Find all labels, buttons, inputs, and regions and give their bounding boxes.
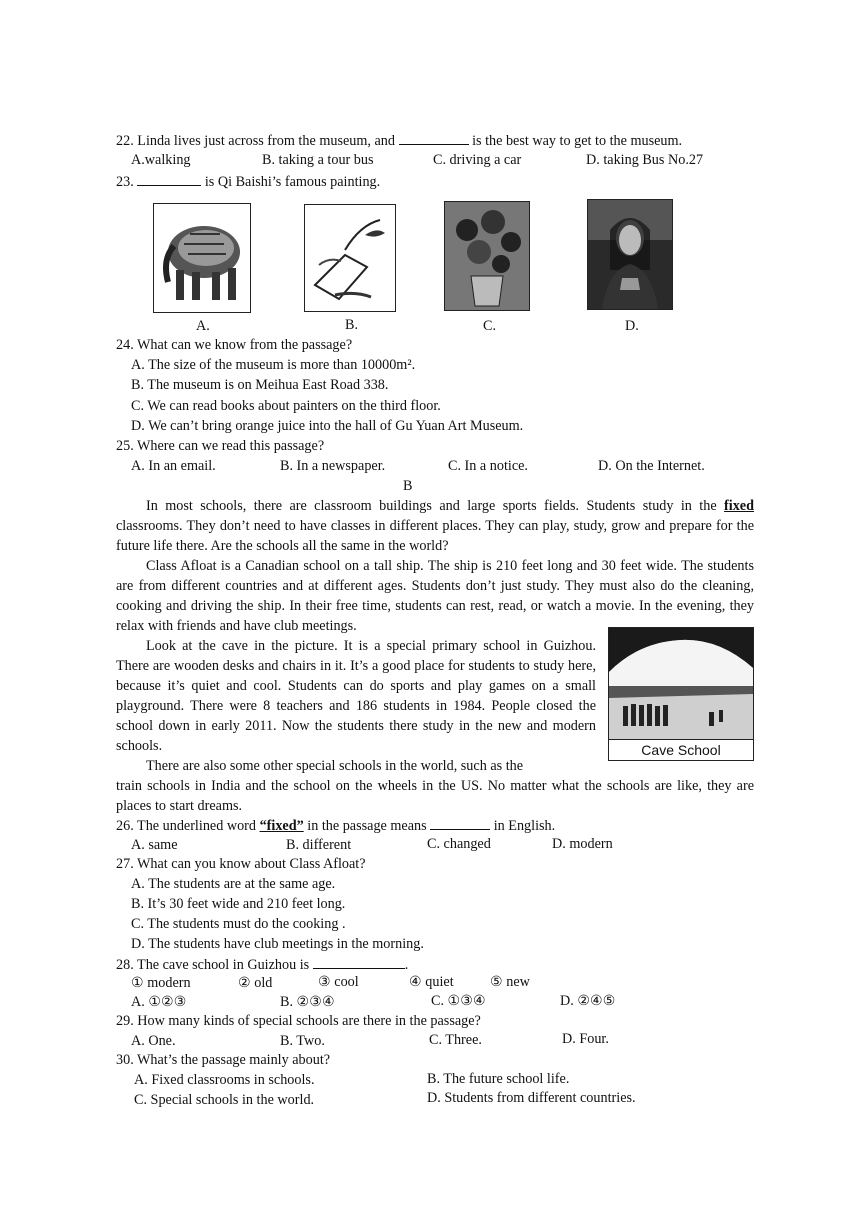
q26-option-a[interactable]: A. same bbox=[131, 837, 178, 853]
q24-stem: 24. What can we know from the passage? bbox=[116, 337, 353, 353]
painting-mona-lisa-picture[interactable] bbox=[587, 199, 673, 310]
q28-stem-start: 28. The cave school in Guizhou is bbox=[116, 957, 310, 973]
q29-stem: 29. How many kinds of special schools are there in the passage? bbox=[116, 1013, 481, 1029]
q23-label-b[interactable]: B. bbox=[345, 317, 359, 333]
q26-option-d[interactable]: D. modern bbox=[552, 836, 613, 852]
q23-label-c[interactable]: C. bbox=[483, 318, 497, 334]
passage-p4-rest: train schools in India and the school on the wheels in the US. No matter what the schools are like, they are places to start dreams. bbox=[116, 778, 754, 814]
q25-stem: 25. Where can we read this passage? bbox=[116, 438, 325, 454]
q22-option-b[interactable]: B. taking a tour bus bbox=[262, 152, 374, 168]
q22-option-a[interactable]: A.walking bbox=[131, 152, 191, 168]
painting-sunflowers-picture[interactable] bbox=[444, 201, 530, 311]
passage-paragraph-1 bbox=[116, 496, 754, 556]
q29-option-a[interactable]: A. One. bbox=[131, 1033, 176, 1049]
passage-p1-rest: classrooms. They don’t need to have classes in different places. They can play, study, grow and prepare for the future life there. Are the schools all the same in the world? bbox=[116, 518, 754, 554]
cave-school-picture[interactable] bbox=[608, 627, 754, 761]
q22-option-d[interactable]: D. taking Bus No.27 bbox=[586, 152, 704, 168]
q28-option-a[interactable]: A. ①②③ bbox=[131, 994, 187, 1010]
q29-option-d[interactable]: D. Four. bbox=[562, 1031, 609, 1047]
q23-number: 23. bbox=[116, 174, 134, 190]
q24-option-d[interactable]: D. We can’t bring orange juice into the hall of Gu Yuan Art Museum. bbox=[131, 418, 524, 434]
q25-option-b[interactable]: B. In a newspaper. bbox=[280, 458, 386, 474]
q23-label-a[interactable]: A. bbox=[196, 318, 210, 334]
cave-school-caption: Cave School bbox=[609, 739, 753, 760]
q29-option-b[interactable]: B. Two. bbox=[280, 1033, 325, 1049]
q28-item-2: ② old bbox=[238, 975, 273, 991]
underlined-word-fixed: fixed bbox=[724, 498, 754, 514]
q28-blank[interactable] bbox=[313, 954, 405, 969]
passage-p4-start: There are also some other special schools in the world, such as the bbox=[146, 758, 524, 774]
q28-item-3: ③ cool bbox=[318, 974, 359, 990]
q22-stem-end: is the best way to get to the museum. bbox=[472, 133, 683, 149]
q28-option-d[interactable]: D. ②④⑤ bbox=[560, 993, 616, 1009]
q28-item-5: ⑤ new bbox=[490, 974, 530, 990]
q23-label-d[interactable]: D. bbox=[625, 318, 639, 334]
q22-blank[interactable] bbox=[399, 130, 469, 145]
q26-stem-start: 26. The underlined word bbox=[116, 818, 257, 834]
q27-option-c[interactable]: C. The students must do the cooking . bbox=[131, 916, 346, 932]
q28-stem bbox=[116, 954, 408, 975]
q23-stem-text: is Qi Baishi’s famous painting. bbox=[204, 174, 381, 190]
q30-option-c[interactable]: C. Special schools in the world. bbox=[134, 1092, 315, 1108]
q28-option-c[interactable]: C. ①③④ bbox=[431, 993, 486, 1009]
passage-p4-first-line bbox=[116, 756, 596, 776]
passage-p1-start: In most schools, there are classroom buildings and large sports fields. Students study in the bbox=[146, 498, 717, 514]
q23-blank[interactable] bbox=[137, 171, 201, 186]
q24-option-a[interactable]: A. The size of the museum is more than 10000m². bbox=[131, 357, 416, 373]
q26-stem bbox=[116, 815, 555, 836]
q22-option-c[interactable]: C. driving a car bbox=[433, 152, 522, 168]
q27-option-d[interactable]: D. The students have club meetings in the morning. bbox=[131, 936, 424, 952]
q24-option-c[interactable]: C. We can read books about painters on the third floor. bbox=[131, 398, 441, 414]
q26-word: “fixed” bbox=[259, 818, 304, 834]
q26-stem-middle: in the passage means bbox=[307, 818, 427, 834]
painting-shrimp-picture[interactable] bbox=[304, 204, 396, 312]
q26-option-b[interactable]: B. different bbox=[286, 837, 352, 853]
q26-blank[interactable] bbox=[430, 815, 490, 830]
q27-stem: 27. What can you know about Class Afloat? bbox=[116, 856, 366, 872]
passage-paragraph-3: Look at the cave in the picture. It is a special primary school in Guizhou. There are wooden desks and chairs in it. It’s a good place for students to study here, because it’s quiet and cool. Students can do sports and play games on a small playground. There were 8 teachers and 186 students in 1984. People closed the school down in early 2011. Now the students there study in the new and modern schools. bbox=[116, 638, 596, 754]
q28-option-b[interactable]: B. ②③④ bbox=[280, 994, 335, 1010]
q23-stem bbox=[116, 171, 380, 192]
q30-option-b[interactable]: B. The future school life. bbox=[427, 1071, 570, 1087]
q22-stem-start: Linda lives just across from the museum, and bbox=[137, 133, 395, 149]
passage-paragraph-4 bbox=[116, 756, 754, 816]
q25-option-a[interactable]: A. In an email. bbox=[131, 458, 216, 474]
section-b-heading: B bbox=[403, 478, 413, 494]
q25-option-c[interactable]: C. In a notice. bbox=[448, 458, 528, 474]
q30-stem: 30. What’s the passage mainly about? bbox=[116, 1052, 331, 1068]
q28-stem-end: . bbox=[404, 957, 409, 973]
q29-option-c[interactable]: C. Three. bbox=[429, 1032, 482, 1048]
painting-elephant-picture[interactable] bbox=[153, 203, 251, 313]
passage-paragraph-2: Class Afloat is a Canadian school on a tall ship. The ship is 210 feet long and 30 feet wide. The students are from different countries and at different ages. Students don’t just study. They must also do the cleaning, cooking and driving the ship. In their free time, students can rest, read, or watch a movie. In the evening, they relax with friends and have club meetings. bbox=[116, 558, 754, 634]
q30-option-a[interactable]: A. Fixed classrooms in schools. bbox=[134, 1072, 315, 1088]
q25-option-d[interactable]: D. On the Internet. bbox=[598, 458, 705, 474]
q26-option-c[interactable]: C. changed bbox=[427, 836, 491, 852]
q27-option-a[interactable]: A. The students are at the same age. bbox=[131, 876, 336, 892]
q27-option-b[interactable]: B. It’s 30 feet wide and 210 feet long. bbox=[131, 896, 346, 912]
q28-item-4: ④ quiet bbox=[409, 974, 454, 990]
q24-option-b[interactable]: B. The museum is on Meihua East Road 338. bbox=[131, 377, 389, 393]
q22-stem bbox=[116, 130, 682, 151]
q22-number: 22. bbox=[116, 133, 134, 149]
q28-item-1: ① modern bbox=[131, 975, 191, 991]
q30-option-d[interactable]: D. Students from different countries. bbox=[427, 1090, 636, 1106]
q26-stem-end: in English. bbox=[493, 818, 556, 834]
